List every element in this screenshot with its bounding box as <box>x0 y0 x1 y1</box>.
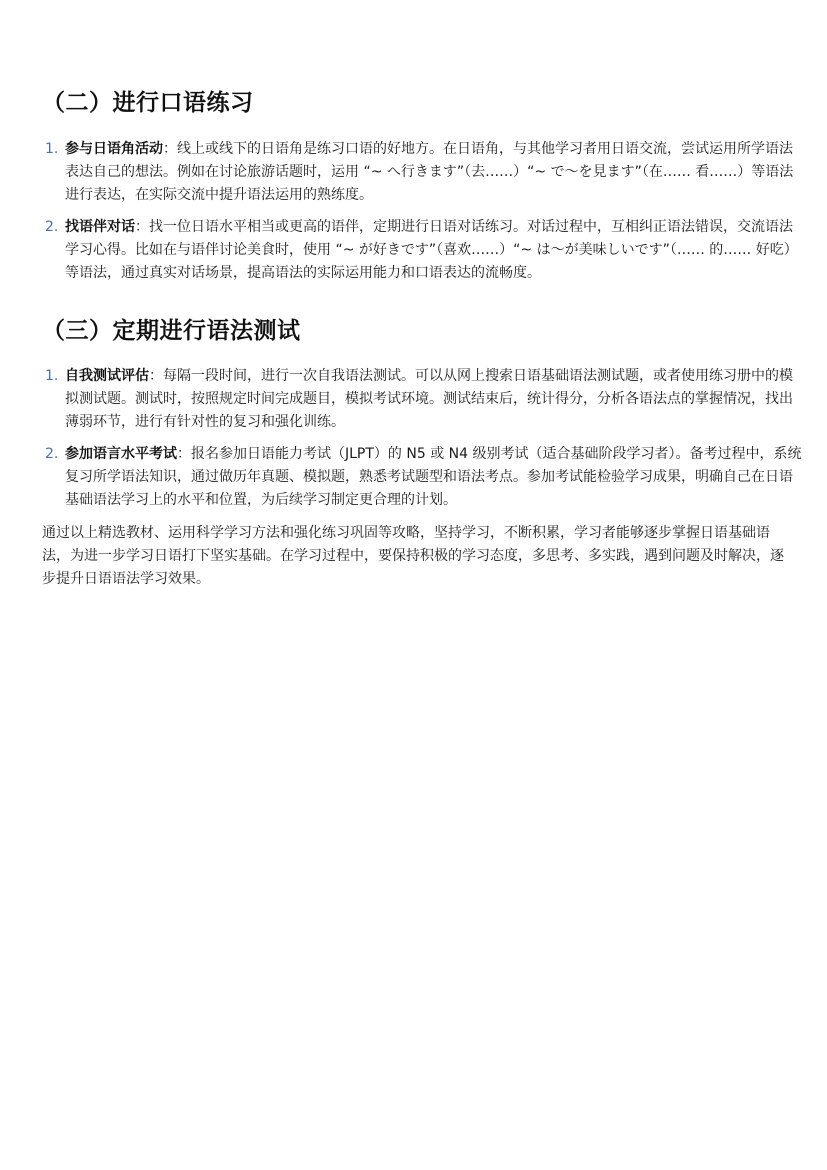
item-heading: 自我测试评估 <box>65 368 149 384</box>
summary-paragraph: 通过以上精选教材、运用科学学习方法和强化练习巩固等攻略，坚持学习，不断积累，学习者能够逐步掌握日语基础语法，为进一步学习日语打下坚实基础。在学习过程中，要保持积极的学习态度，多思考、多实践，遇到问题及时解决，逐步提升日语语法学习效果。 <box>42 525 784 587</box>
item-separator: ： <box>135 219 149 235</box>
list-item <box>42 138 806 207</box>
section-heading-grammar-tests: （三）定期进行语法测试 <box>42 318 301 344</box>
item-text: 报名参加日语能力考试（JLPT）的 N5 或 N4 级别考试（适合基础阶段学习者）。备考过程中，系统复习所学语法知识，通过做历年真题、模拟题，熟悉考试题型和语法考点。参加考试能检验学习成果，明确自己在日语基础语法学习上的水平和位置，为后续学习制定更合理的计划。 <box>65 446 802 508</box>
item-text: 线上或线下的日语角是练习口语的好地方。在日语角，与其他学习者用日语交流，尝试运用所学语法表达自己的想法。例如在讨论旅游话题时，运用 “~ へ行きます”（去……）“~ で～を見ます”（在…… 看……）等语法进行表达，在实际交流中提升语法运用的熟练度。 <box>65 141 794 203</box>
item-separator: ： <box>177 446 191 462</box>
item-separator: ： <box>163 141 177 157</box>
item-heading: 参与日语角活动 <box>65 141 163 157</box>
grammar-tests-list <box>42 365 806 512</box>
list-item <box>42 443 806 512</box>
list-number: 2. <box>45 219 59 235</box>
list-number: 1. <box>45 141 59 157</box>
document-page <box>42 84 806 591</box>
item-text: 每隔一段时间，进行一次自我语法测试。可以从网上搜索日语基础语法测试题，或者使用练习册中的模拟测试题。测试时，按照规定时间完成题目，模拟考试环境。测试结束后，统计得分，分析各语法点的掌握情况，找出薄弱环节，进行有针对性的复习和强化训练。 <box>65 368 793 430</box>
list-item <box>42 365 806 434</box>
list-item <box>42 216 806 285</box>
item-text: 找一位日语水平相当或更高的语伴，定期进行日语对话练习。对话过程中，互相纠正语法错误，交流语法学习心得。比如在与语伴讨论美食时，使用 “~ が好きです”（喜欢……）“~ は～が美味しいです”（…… 的…… 好吃）等语法，通过真实对话场景，提高语法的实际运用能力和口语表达的流畅度。 <box>65 219 798 281</box>
item-heading: 参加语言水平考试 <box>65 446 177 462</box>
section-heading-speaking-practice: （二）进行口语练习 <box>42 90 254 116</box>
list-number: 2. <box>45 446 59 462</box>
item-heading: 找语伴对话 <box>65 219 135 235</box>
item-separator: ： <box>149 368 163 384</box>
list-number: 1. <box>45 368 59 384</box>
speaking-practice-list <box>42 138 806 285</box>
